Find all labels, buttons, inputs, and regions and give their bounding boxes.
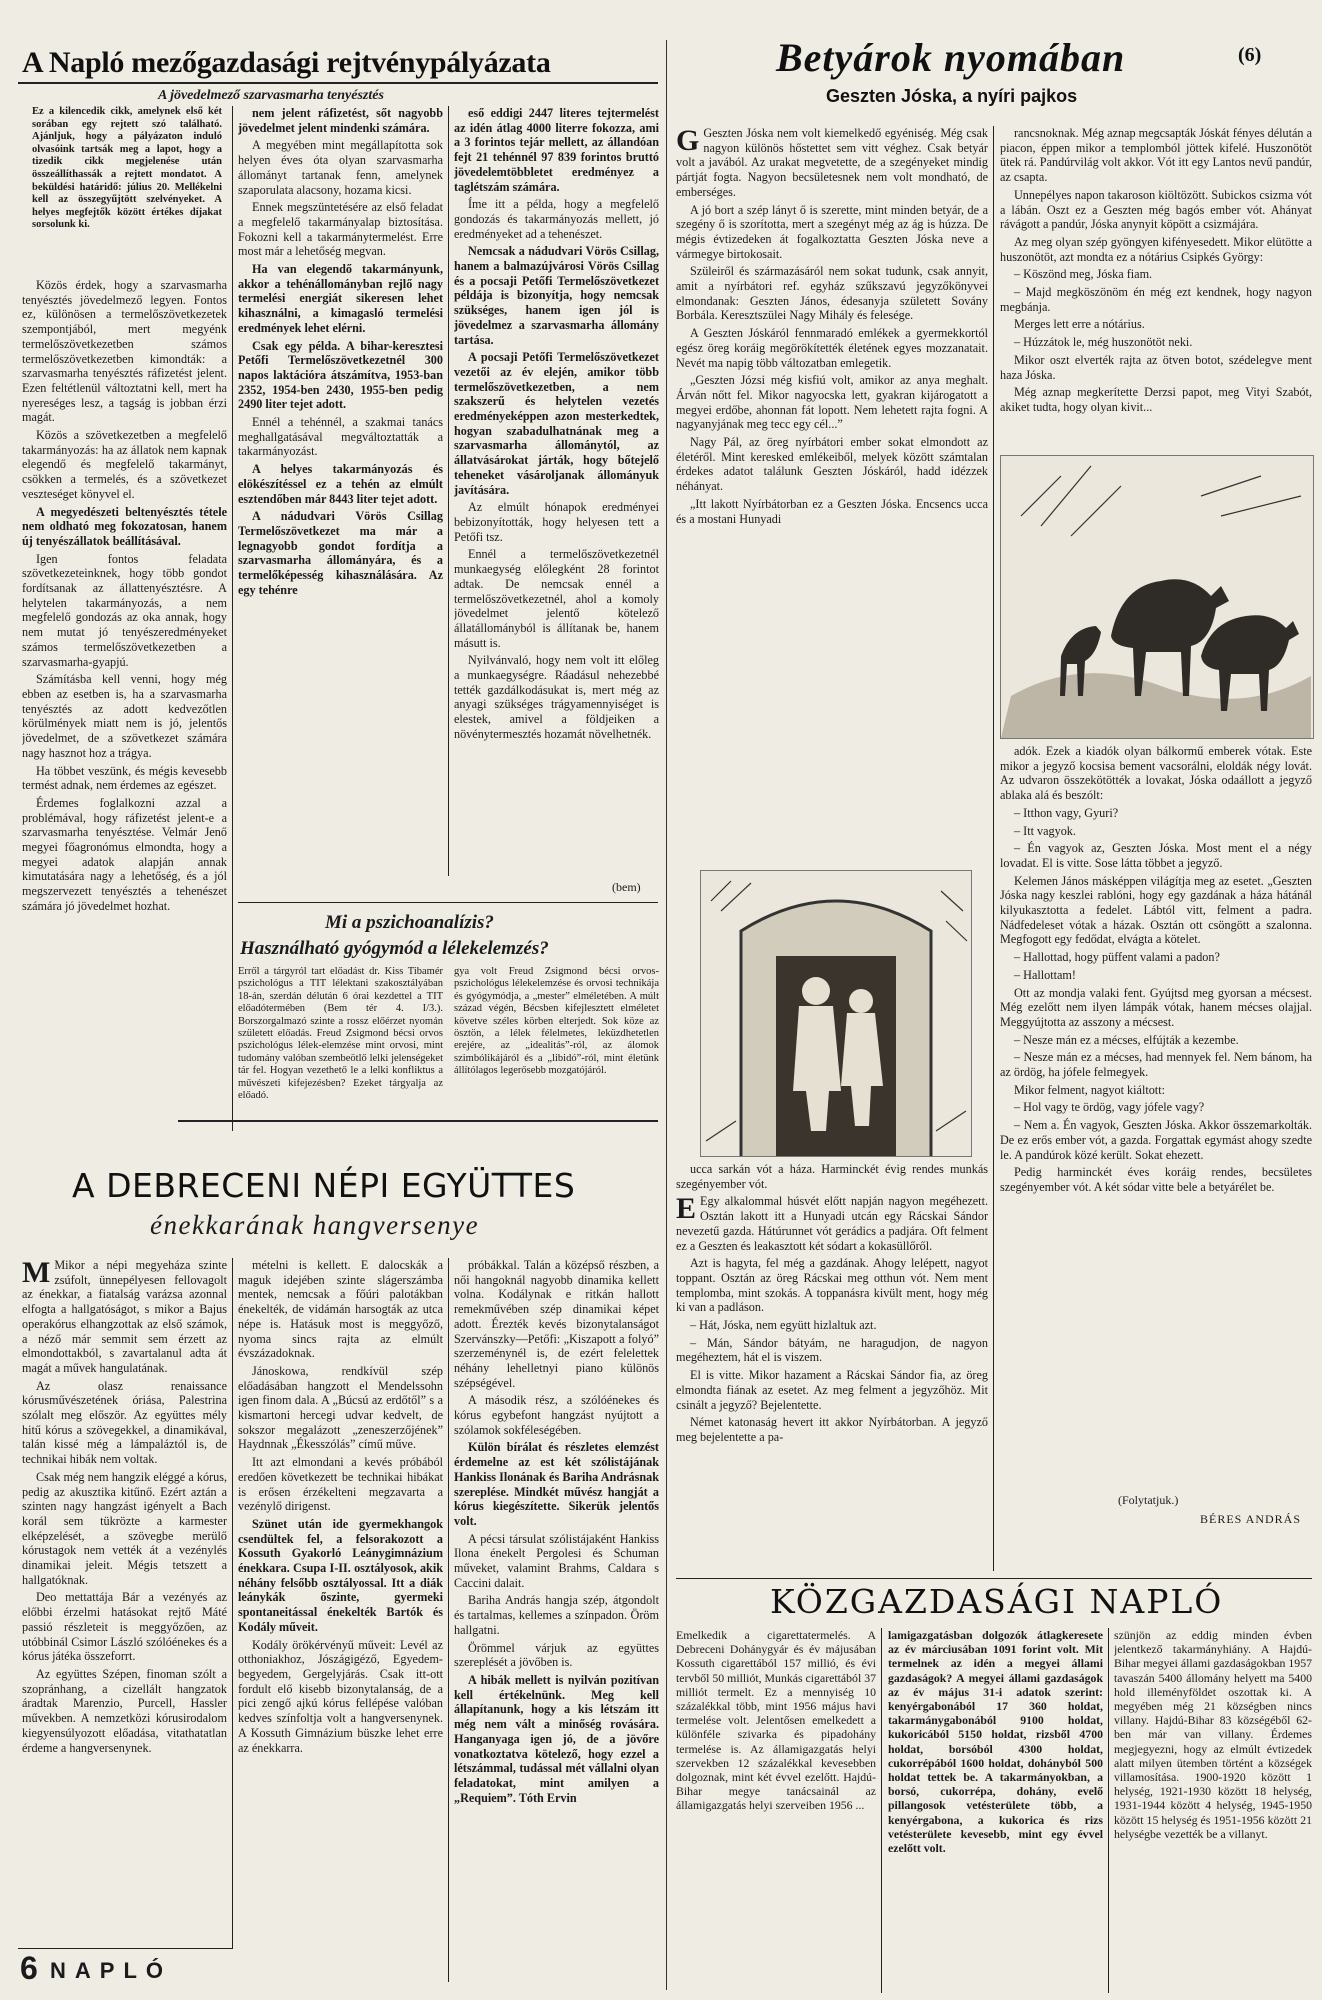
paragraph: El is vitte. Mikor hazament a Rácskai Sándor fia, az öreg elmondta fiának az esetet. Az meg felment a jegyzőhöz. Mit csinált a jegyző? Bejelentette. xyxy=(676,1368,988,1412)
paragraph: A pécsi társulat szólistájaként Hankiss Ilona énekelt Pergolesi és Schuman műveket, valamint Brahms, Caldara s Caccini dalait. xyxy=(454,1531,659,1590)
dropcap: M xyxy=(22,1258,51,1289)
paragraph: A nádudvari Vörös Csillag Termelőszövetkezet ma már a legnagyobb gondot fordítja a szarvasmarha állományára, és a termelőképesség kihasználására. Az egy tehénre xyxy=(238,509,443,597)
col-divider xyxy=(1108,1628,1109,1993)
betyar-subtitle: Geszten Jóska, a nyíri pajkos xyxy=(826,86,1078,106)
debrecen-col1 xyxy=(22,1258,227,1948)
paragraph: Közös érdek, hogy a szarvasmarha tenyésztés jövedelmező legyen. Fontos ez, különösen a termelőszövetkezetek szempontjából, mert megyénk termelőszövetkezetben számos termelőszövetkezetben kimondták: a szarvasmarha tenyésztés ráfizetést jelent. Ezen feltétlenül változtatni kell, mert ha nyereséges lesz, a tagság is jobban érzi magát. xyxy=(22,278,227,425)
paragraph: Közös a szövetkezetben a megfelelő takarmányozás: ha az állatok nem kapnak elegendő és megfelelő takarmányt, csökken a termelés, és a szövetkezet veszteséget könyvel el. xyxy=(22,428,227,501)
paragraph: M Mikor a népi megyeháza szinte zsúfolt, ünnepélyesen fellovagolt az énekkar, a fiatalság varázsa azonnal elfogta a hallgatóságot, s mikor a Bajus operakórus elhangzottak az első számok, a néző már semmit sem érzett az elmondottakból, s zavartalanul adta át magát a művek hangulatának. xyxy=(22,1258,227,1375)
paragraph: Ha többet veszünk, és mégis kevesebb termést adnak, nem érdemes az egészet. xyxy=(22,763,227,793)
debrecen-col2 xyxy=(238,1258,443,1982)
paragraph: Kodály örökérvényű műveit: Levél az otthoniakhoz, Jószágigéző, Egyedem-begyedem, Gergelyjárás. Csak itt-ott fordult elő kisebb bizonytalanság, de a pici zengő ajkú kórus fellépése valóban kedves színfoltja volt a hangversenynek. A Kossuth Gimnázium büszke lehet erre az énekkarra. xyxy=(238,1637,443,1755)
betyar-col3 xyxy=(676,1162,988,1572)
paragraph: A pocsaji Petőfi Termelőszövetkezet vezetői az év elején, amikor több termelőszövetkezetben, a nem szakszerű és helytelen vezetés eredményeképpen azon mesterkedtek, hogyan szabadulhatnának meg a szarvasmarha állománytól, az állatvásárokat járták, hogy bőtejelő teheneket vásároljanak állományuk javítására. xyxy=(454,350,659,497)
paragraph: Jánoskowa, rendkívül szép előadásában hangzott el Mendelssohn igen finom dala. A „Búcsú az erdőtől” s a kismartoni hercegi udvar kedvelt, de sokszor megalázott „zeneszerzőjének” Haydnnak „Ékesszólás” című műve. xyxy=(238,1363,443,1452)
paragraph: A második rész, a szólóénekes és kórus egybefont hangzást nyújtott a szólamok sokféleségében. xyxy=(454,1393,659,1437)
col-divider xyxy=(993,126,994,1571)
paragraph: A Geszten Jóskáról fennmaradó emlékek a gyermekkortól egész öreg koráig megörökítették életének egyes mozzanatait. Nevét ma napig több változatban emlegetik. xyxy=(676,326,988,370)
paper-name: NAPLÓ xyxy=(50,1958,172,1983)
kozgazdasagi-col2: lamigazgatásban dolgozók átlagkeresete az év márciusában 1091 forint volt. Mit termelnek az idén a megyei állami gazdaságok? A megyei állami gazdaságok az év május 31-i adatok szerint: kenyérgabonából 17 360 holdat, takarmánygabonából 9100 holdat, kukoricából 5150 holdat, rizsből 4700 holdat, borsóból 4300 holdat, cukorrépából 1600 holdat, dohányból 500 holdat tettek be. A takarmányokban, a borsó, cukorrépa, dohány, evelő pillangosok vetésterülete több, a kenyérgabona, a kukorica és rizs vetésterülete kevesebb, mint egy évvel ezelőtt volt. xyxy=(888,1628,1103,1856)
paragraph: Kelemen János másképpen világítja meg az esetet. „Geszten Jóska nagy keszlei rablóni, hogy egy gazdának a háza hátánál kilyukasztotta a fedelet. Lábtól vitt, felment a padra. Nádfedeleset vótak a házak. Osztán ott csöngött a szalonna. Megfogott egy fedődat, elvágta a kötelet. xyxy=(1000,873,1312,947)
paragraph: Merges lett erre a nótárius. xyxy=(1014,317,1145,332)
paragraph: Az meg olyan szép gyöngyen kifényesedett. Mikor elütötte a huszonötöt, azt mondta ez a nótárius Csipkés György: xyxy=(1000,234,1312,264)
psycho-title: Mi a pszichoanalízis? xyxy=(325,912,494,933)
debrecen-title: A DEBRECENI NÉPI EGYÜTTES xyxy=(72,1166,576,1205)
paragraph: Ennél a termelőszövetkezetnél munkaegység előlegként 28 forintot adtak. De nemcsak ennél a termelőszövetkezetnél, ahol a komoly jövedelmet jelentő kötelező állatállományból is állítanak be, hanem másutt is. xyxy=(454,547,659,650)
paragraph: adók. Ezek a kiadók olyan bálkormű emberek vótak. Este mikor a jegyző kocsisa bement vacsorálni, eloldák négy lovát. Az udvaron összekötötték a lovakat, Jóska odaállott a jegyző ablaka alá és beszólt: xyxy=(1000,744,1312,803)
paragraph: Külön bírálat és részletes elemzést érdemelne az est két szólistájának Hankiss Ilonának és Bariha Andrásnak szereplése. Mindkét művész hangját a kórus kiegészítette. Sikerük jelentős volt. xyxy=(454,1440,659,1528)
kozgazdasagi-title: KÖZGAZDASÁGI NAPLÓ xyxy=(770,1582,1224,1621)
paragraph: Csak egy példa. A bihar-keresztesi Petőfi Termelőszövetkezetnél 300 napos laktációra átszámítva, 1953-ban 2352, 1954-ben 2430, 1955-ben pedig 2490 liter tejet adott. xyxy=(238,338,443,412)
page-number: 6 xyxy=(20,1950,38,1986)
betyar-col1 xyxy=(676,126,988,866)
col-divider xyxy=(881,1628,882,1993)
paragraph: Szünet után ide gyermekhangok csendültek fel, a felsorakozott a Kossuth Gyakorló Leánygimnázium énekkara. Csupa I-II. osztályosok, akik néhány felsőbb osztályossal. Itt a diák leánykák őszinte, gyermeki spontaneitással énekelték Bartók és Kodály műveit. xyxy=(238,1516,443,1634)
rejtveny-col3 xyxy=(454,106,659,876)
psycho-subtitle: Használható gyógymód a lélekelemzés? xyxy=(240,938,549,959)
rejtveny-col2 xyxy=(238,106,443,876)
col-divider xyxy=(232,106,233,1131)
paragraph: Nyilvánvaló, hogy nem volt itt előleg a munkaegységre. Ráadásul nehezebbé tették gazdálkodásukat is, mert még az anyagi szükséges trágyamennyiséget is elestek, amivel a földjeiken a növénytermesztés hozamát növelhetnék. xyxy=(454,653,659,741)
paragraph: Szüleiről és származásáról nem sokat tudunk, csak annyit, amit a nyírbátori ref. egyház szűkszavú jegyzőkönyvei elmondanak: Geszten János, édesanyja született Sovány Borbála. Keresztszülei Nagy Mihály és felesége. xyxy=(676,264,988,323)
kozgazdasagi-top-rule xyxy=(676,1578,1312,1579)
paragraph: – Hallottam! xyxy=(1014,967,1076,982)
paragraph: – Hol vagy te ördög, vagy jófele vagy? xyxy=(1014,1100,1205,1115)
paragraph: A helyes takarmányozás és elökészítéssel ez a tehén az elmúlt esztendőben már 8443 liter tejet adott. xyxy=(238,462,443,506)
paragraph: Nagy Pál, az öreg nyírbátori ember sokat elmondott az életéről. Mint keresked emlékeiből, melyek között számtalan érdekes adatot találunk Geszten Jóskáról, hadd idézzek néhányat. xyxy=(676,435,988,494)
paragraph: – Majd megköszönöm én még ezt kendnek, hogy nagyon megbánja. xyxy=(1000,285,1312,314)
paragraph: – Itthon vagy, Gyuri? xyxy=(1014,805,1119,820)
paragraph: eső eddigi 2447 literes tejtermelést az idén átlag 4000 literre fokozza, ami a 3 forintos tejár mellett, az állandóan fejt 21 tehénnél 97 839 forintos bruttó jövedelemtöbbletet eredményez a taglétszám számára. xyxy=(454,106,659,194)
paragraph: G Geszten Jóska nem volt kiemelkedő egyéniség. Még csak nagyon különös hőstettet sem vitt véghez. Csak betyár volt a javából. Az urakat megvetette, de a szegényeket mindig pártját fogta. Nagyon becsületesnek nem volt mondható, de emberséges. xyxy=(676,126,988,199)
psycho-col2: gya volt Freud Zsigmond bécsi orvos-pszichológus lélekelemzése és orvosi technikája és gyógymódja, a „mester” elméletében. A múlt század végén, Bécsben kifejlesztett elméletet követve széles körben elterjedt. Sok köze az ösztön, a lélek félelmetes, leküzdhetetlen erejére, az „idealitás”-ról, az álomok szimbólikájáról és a „libidó”-ról, mint életünk állítólagos legerősebb mozgatójáról. xyxy=(454,966,659,1077)
betyar-title: Betyárok nyomában xyxy=(776,35,1126,80)
paragraph: A megyedészeti beltenyésztés tétele nem oldható meg fokozatosan, hanem új tenyészállatok beállításával. xyxy=(22,504,227,548)
paragraph: Bariha András hangja szép, átgondolt és tartalmas, kellemes a színpadon. Öröm hallgatni. xyxy=(454,1593,659,1637)
rejtveny-intro: Ez a kilencedik cikk, amelynek első két sorában egy rejtett szó található. Ajánljuk, hogy a pályázaton induló olvasóink tartsák meg a lapot, hogy a tizedik cikk megjelenése után összeállíthassák a rejtett mondatot. A beküldési határidő: július 20. Mellékelni kell az összegyűjtött szelvényeket. A helyes megfejtők között értékes díjakat sorsolunk ki. xyxy=(32,106,222,231)
paragraph: Pedig harminckét éves koráig rendes, becsületes szegényember vót. A két sódar vitte bele a betyárélet be. xyxy=(1000,1165,1312,1194)
psycho-col1: Erről a tárgyról tart előadást dr. Kiss Tibamér pszichológus a TIT lélektani szakosztályában 18-án, szerdán délután 6 órai kezdettel a TIT előadótermében (Bem tér 4. I/3.). Borszorgalmazó szinte a rossz előérzet nyomán született előadás. Freud Zsigmond bécsi orvos pszichológus lélek-elemzése mint orvosi, mint tudomány valóban szembeötlő lelki jelenségeket tár fel. Hogyan vezethető le a lelki konfliktus a művészeti kifejezésben? Ezeket tárgyalja az előadó. xyxy=(238,966,443,1102)
paragraph: ucca sarkán vót a háza. Harminckét évig rendes munkás szegényember vót. xyxy=(676,1162,988,1191)
section-rule xyxy=(178,1120,658,1122)
betyar-col4 xyxy=(1000,744,1312,1574)
paragraph: – Én vagyok az, Geszten Jóska. Most ment el a négy lovadat. El is vitte. Sose látta többet a jegyző. xyxy=(1000,841,1312,870)
paragraph: Itt azt elmondani a kevés próbából eredően következett be technikai hibákat is erősen érzékelteni megzavarta a vezénylő dirigenst. xyxy=(238,1455,443,1514)
horses-drawing xyxy=(1001,456,1313,738)
paragraph: Azt is hagyta, fel még a gazdának. Ahogy lelépett, nagyot toppant. Osztán az öreg Rácskai meg otthun vót. Nem ment templomba, mint szokás. A toppanásra kivült ment, hogy még ki van a padláson. xyxy=(676,1256,988,1315)
paragraph: „Geszten Józsi még kisfiú volt, amikor az anya meghalt. Árván nőtt fel. Mikor nagyocska lett, gyakran kijárogatott a megyei erdőbe, ahonnan fát lopott. Nem lehetett rajta fogni. A nagyanyjának meg tecc egy cél...” xyxy=(676,373,988,432)
rejtveny-col1 xyxy=(22,278,227,1136)
paragraph: Még aznap megkerítette Derzsi papot, meg Vityi Szabót, akiket tudta, hogy olyan kivit... xyxy=(1000,385,1312,414)
doorway-drawing xyxy=(701,871,971,1156)
paragraph: Az elmúlt hónapok eredményei bebizonyították, hogy helyesen tett a Petőfi tsz. xyxy=(454,500,659,544)
paragraph: Az együttes Szépen, finoman szólt a szopránhang, a cizellált hangzatok áradtak Marenzio, Purcell, Hassler művekben. A nemzetközi kórusirodalom kiegyensúlyozott előadása, vitathatatlan érdeme a hangversenynek. xyxy=(22,1666,227,1755)
paragraph: Mikor felment, nagyot kiáltott: xyxy=(1014,1082,1165,1097)
col-divider xyxy=(448,106,449,876)
horses-illustration xyxy=(1000,455,1314,739)
debrecen-subtitle: énekkarának hangversenye xyxy=(150,1210,480,1240)
paragraph: E Egy alkalommal húsvét előtt napján nagyon megéhezett. Osztán lakott itt a Hunyadi utcán egy Rácskai Sándor nevezetű gazda. Hátúrunnet vót gerádics a padjára. Oft felment ez a Geszten és leakasztott két sódart a kokasüllőről. xyxy=(676,1192,988,1253)
paragraph: – Itt vagyok. xyxy=(1014,823,1076,838)
paragraph: – Húzzátok le, még huszonötöt neki. xyxy=(1014,335,1193,350)
author: BÉRES ANDRÁS xyxy=(1200,1512,1302,1526)
paragraph: nem jelent ráfizetést, sőt nagyobb jövedelmet jelent mindenki számára. xyxy=(238,106,443,135)
rejtveny-signature: (bem) xyxy=(612,880,641,894)
paragraph: – Köszönd meg, Jóska fiam. xyxy=(1014,267,1153,282)
paragraph: Ott az mondja valaki fent. Gyújtsd meg gyorsan a mécsest. Még ezelőtt nem ilyen lámpák vótak, hanem mécses olajjal. Meggyújtotta az asszony a mécsest. xyxy=(1000,985,1312,1029)
paragraph: Számításba kell venni, hogy még ebben az esetben is, ha a szarvasmarha tenyésztés az adott kedvezőtlen körülmények miatt nem is jó, jelentős jövedelmet, de a szövetkezet számára nagy hasznot hoz a trágya. xyxy=(22,672,227,760)
kozgazdasagi-col1: Emelkedik a cigarettatermelés. A Debreceni Dohánygyár és év májusában Kossuth cigarettából 157 millió, és évi tervből 50 milliót, Munkás cigarettából 37 milliót termelt. Ez a mennyiség 10 százalékkal több, mint 1956 május havi termelése volt. Jelentősen emelkedett a különféle szivarka és pipadohány termelése is. Az államigazgatás helyi szervekben 12 százalékkal kevesebben dolgoznak, mint két évvel ezelőtt. Hajdú-Bihar megye tanácsainál az államigazgatás helyi szerveiben 1956 ... xyxy=(676,1628,876,1813)
col-divider xyxy=(448,1258,449,1982)
paragraph: Ennél a tehénnél, a szakmai tanács meghallgatásával megváltoztatták a takarmányozást. xyxy=(238,415,443,459)
paragraph: Deo mettattája Bár a vezényés az előbbi érzelmi hatásokat rejtő Máté passió részleteit is meggyőzően, az utóbbinál Csimor László szólóénekes és a kórus játéka összeforrt. xyxy=(22,1590,227,1664)
paragraph: Ennek megszüntetésére az első feladat a megfelelő takarmányalap biztosítása. Fokozni kell a takarmánytermelést. Erre most már a lehetőség megvan. xyxy=(238,200,443,259)
paragraph: Örömmel várjuk az együttes szereplését a jövőben is. xyxy=(454,1640,659,1670)
betyar-col2 xyxy=(1000,126,1312,448)
continued-note: (Folytatjuk.) xyxy=(1118,1493,1179,1507)
paragraph: – Hát, Jóska, nem együtt hizlaltuk azt. xyxy=(690,1318,877,1333)
paragraph: A megyében mint megállapította sok helyen éves óta olyan szarvasmarha állományt tartanak fenn, amelynek szaporulata alacsony, hozama kicsi. xyxy=(238,138,443,197)
paragraph: – Mán, Sándor bátyám, ne haragudjon, de nagyon megéheztem, hát el is viszem. xyxy=(676,1335,988,1365)
dropcap: E xyxy=(676,1192,697,1226)
paragraph: – Nesze mán ez a mécses, had mennyek fel. Nem bánom, ha az ördög, ha jófele felmegyek. xyxy=(1000,1050,1312,1080)
paragraph: próbákkal. Talán a középső részben, a női hangoknál nagyobb dinamika kellett volna. Kodálynak e ritkán hallott remekművében szép dinamikai képet adott. Érezték kevés bizonytalanságot Szervánszky—Petőfi: „Kiszapott a folyó” szerzeménynél is, de ezért felelettek néhány lehelletnyi piano különös szépségével. xyxy=(454,1258,659,1390)
debrecen-col3 xyxy=(454,1258,659,1982)
paragraph: mételni is kellett. E dalocskák a maguk idejében szinte slágerszámba mentek, nemcsak a főúri palotákban énekelték, de vidámán harsogták az utca népe is. Hatásuk most is meggyőző, nyoma sincs rajta az elmúlt évszázadoknak. xyxy=(238,1258,443,1361)
paragraph: Nemcsak a nádudvari Vörös Csillag, hanem a balmazújvárosi Vörös Csillag és a pocsaji Petőfi Termelőszövetkezet példája is bizonyítja, hogy nemcsak szükséges, hanem igen jól is jövedelmez a szarvasmarha állomány tartása. xyxy=(454,244,659,347)
footer-rule xyxy=(18,1948,233,1949)
paragraph: Ha van elegendő takarmányunk, akkor a tehénállományban rejlő nagy termelési energiát sikeresen lehet kihasználni, a kimagasló termelési eredmények lehet elérni. xyxy=(238,262,443,335)
paragraph: Mikor oszt elverték rajta az ötven botot, szédelegve ment haza Jóska. xyxy=(1000,352,1312,382)
paragraph: – Nesze mán ez a mécses, elfújták a kezembe. xyxy=(1014,1032,1239,1047)
dropcap: G xyxy=(676,126,700,157)
col-divider xyxy=(232,1258,233,1948)
paragraph: Igen fontos feladata szövetkezeteinknek, hogy több gondot fordítsanak az állattenyésztésre. A helytelen takarmányozás, a nem megfelelő gondozás az oka annak, hogy nem mutat jó tenyészeredményeket számos termelőszövetkezetben a szarvasmarha-gyapjú. xyxy=(22,551,227,669)
paragraph: A jó bort a szép lányt ő is szerette, mint minden betyár, de a szegény ő is szorította, mert a szegényt még az ág is húzza. De mégis évtizedeken át fogalkoztatta Geszten Jóska neve a vármegye birtokosait. xyxy=(676,202,988,261)
paragraph: rancsnoknak. Még aznap megcsapták Jóskát fényes délután a piacon, éppen mikor a templomból jöttek kifelé. Huszonötöt ütek rá. Pandúrvilág volt akkor. Vót itt egy Lantos nevű pandúr, az csapta. xyxy=(1000,126,1312,185)
paragraph: A hibák mellett is nyilván pozitívan kell értékelnünk. Meg kell állapítanunk, hogy a kis létszám itt még nem vált a minőség rovására. Hanganyaga igen jó, de a jövőre vonatkoztatva kötelező, hogy ezzel a létszámmal, tudással mét vállalni olyan feladatokat, mint amilyen a „Requiem”. Tóth Ervin xyxy=(454,1672,659,1805)
rejtveny-title: A Napló mezőgazdasági rejtvénypályázata xyxy=(22,46,551,79)
rejtveny-subtitle: A jövedelmező szarvasmarha tenyésztés xyxy=(158,88,384,103)
paragraph: Csak még nem hangzik eléggé a kórus, pedig az akusztika kitűnő. Ezért aztán a szinten nagy hangzást igényelt a Bach korál sem tükrözte a karmester elképzelését, a szövegbe merülő kórustagok nem vették át a vezénylés dinamikai jeleit. Mégis tetszett a hallgatóknak. xyxy=(22,1469,227,1587)
betyar-number: (6) xyxy=(1238,44,1262,66)
paragraph: Az olasz renaissance kórusművészetének óriása, Palestrina szólalt meg először. Az együttes mély hitű kórus a szövegekkel, a dinamikával, talán kissé még a lámpaláztól is, de technikai hibák nem voltak. xyxy=(22,1378,227,1467)
paragraph: „Itt lakott Nyírbátorban ez a Geszten Jóska. Encsencs ucca és a mostani Hunyadi xyxy=(676,496,988,526)
paragraph: – Hallottad, hogy püffent valami a padon? xyxy=(1014,950,1220,965)
doorway-illustration xyxy=(700,870,972,1157)
paragraph: Íme itt a példa, hogy a megfelelő gondozás és takarmányozás mellett, jó eredményeket ad a tehenészet. xyxy=(454,197,659,241)
page-divider xyxy=(666,40,667,1990)
paragraph: Érdemes foglalkozni azzal a problémával, hogy ráfizetést jelent-e a szarvasmarha tenyésztése. Velmár Jenő megyei főagronómus elmondta, hogy a megyei adatok alapján annak kimutatására nagy a lehetőség, és a jól megszervezett tenyésztés a tehenészet számára jó jövedelmet hozhat. xyxy=(22,795,227,913)
paragraph: – Nem a. Én vagyok, Geszten Jóska. Akkor összemarkolták. De ez erős ember vót, a gazda. Forgattak egymást ahogy szedte le. A pandúrok közé került. Sokat ehezett. xyxy=(1000,1118,1312,1162)
paragraph: Unnepélyes napon takaroson kiöltözött. Subickos csizma vót a lábán. Oszt ez a Geszten még bagós ember vót. Ahányat rávágott a pandúr, Jóska anynyit köpött a csizmájára. xyxy=(1000,187,1312,232)
paragraph: Német katonaság hevert itt akkor Nyírbátorban. A jegyző meg bejelentette a pa- xyxy=(676,1415,988,1444)
rejtveny-title-rule xyxy=(18,82,658,84)
psycho-top-rule xyxy=(238,902,658,903)
kozgazdasagi-col3: szünjön az eddig minden évben jelentkező takarmányhiány. A Hajdú-Bihar megyei állami gazdaságokban 1957 tavaszán 5400 állomány helyett ma 5400 hold illeményföldet oszottak ki. A megyében még 21 községben nincs villany. Hajdú-Bihar 83 községéből 62-ben már van villany. Érdemes megjegyezni, hogy az elmúlt évtizedek alatt milyen ütemben történt a községek villamosítása. 1900-1920 között 1 helység, 1921-1930 között 18 helység, 1931-1944 között 4 helység, 1945-1950 között 15 helység és 1951-1956 között 21 helységbe vezették be a villanyt. xyxy=(1114,1628,1312,1841)
